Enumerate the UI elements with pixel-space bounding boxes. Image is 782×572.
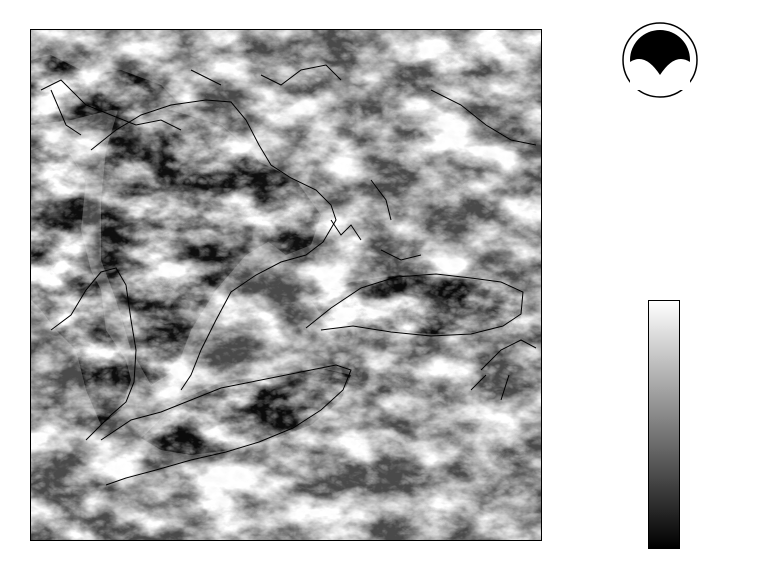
satellite-map [31,30,542,541]
cloud-texture [31,30,542,541]
noaa-logo-icon [620,20,700,108]
reflectance-colorbar [648,300,680,549]
satellite-image [30,29,542,541]
